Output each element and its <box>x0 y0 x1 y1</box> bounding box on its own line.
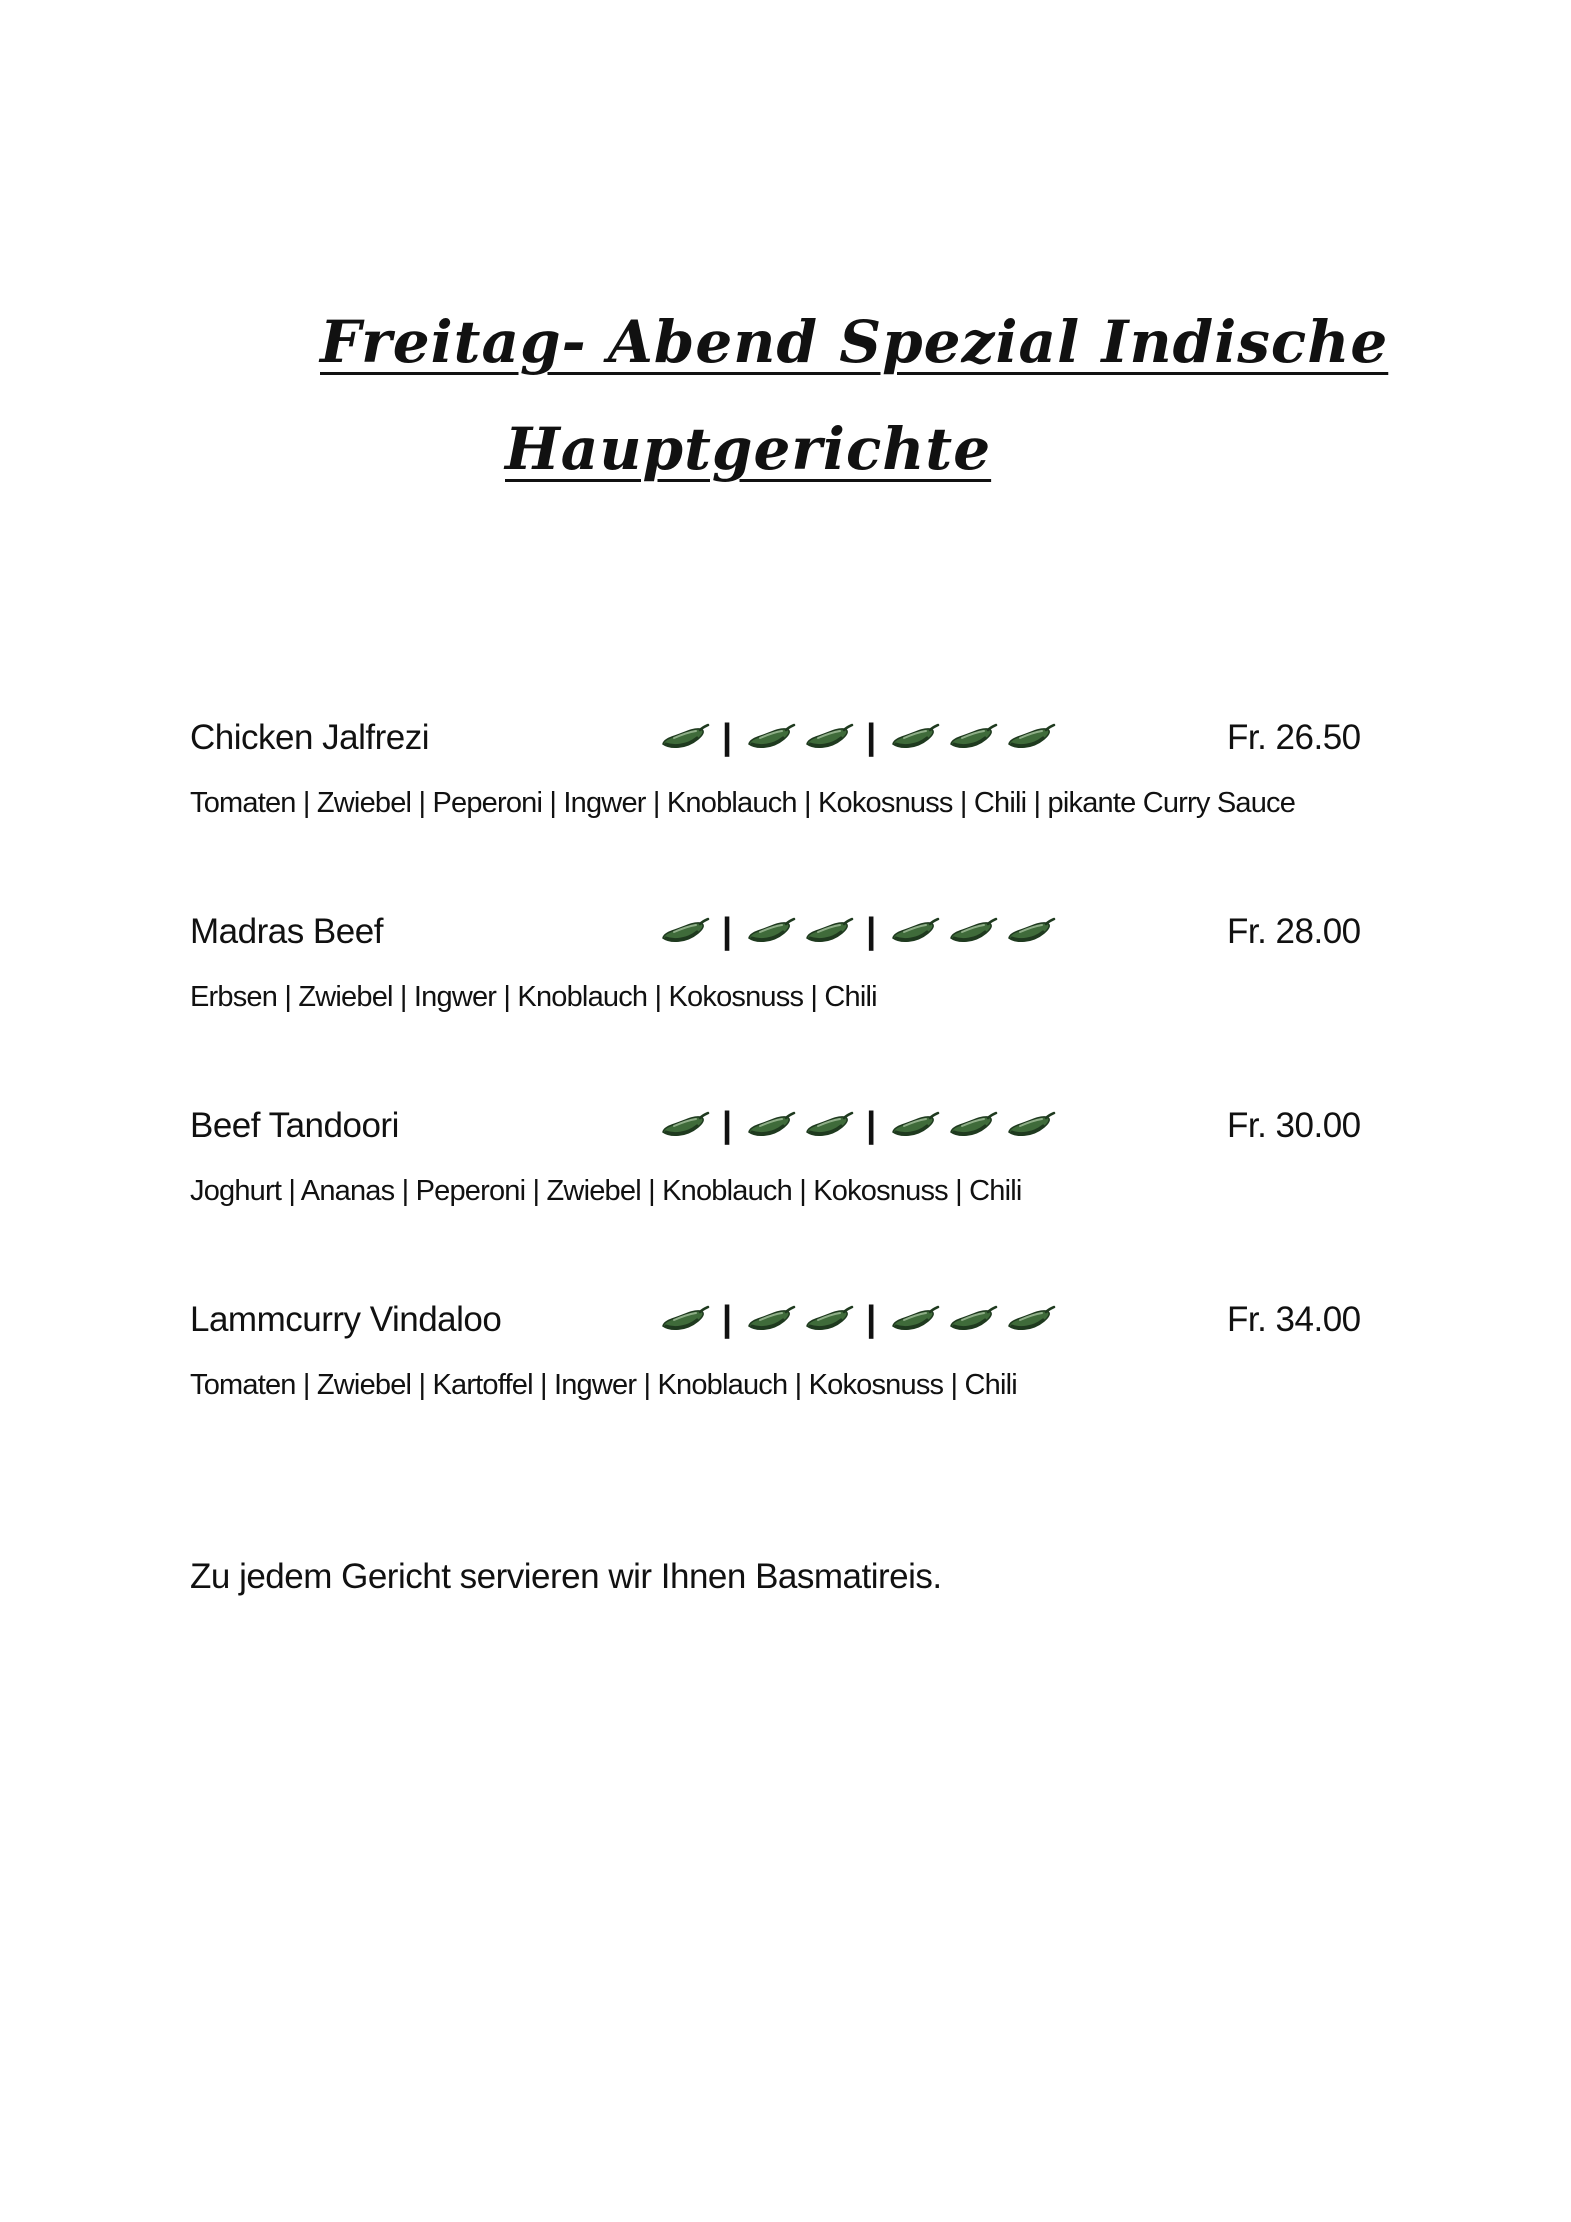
dish-ingredients: Tomaten | Zwiebel | Kartoffel | Ingwer | Knoblauch | Kokosnuss | Chili <box>190 1369 1017 1401</box>
dish-price: Fr. 30.00 <box>1227 1106 1361 1145</box>
spice-level-3 <box>890 1304 1056 1334</box>
green-chili-pepper-icon <box>804 1304 854 1334</box>
dish-lammcurry-vindaloo <box>190 1298 1360 1438</box>
spice-level-3 <box>890 722 1056 752</box>
green-chili-pepper-icon <box>746 1110 796 1140</box>
spice-level-2 <box>746 1304 854 1334</box>
green-chili-pepper-icon <box>804 722 854 752</box>
green-chili-pepper-icon <box>660 1304 710 1334</box>
spice-separator: | <box>722 1104 733 1145</box>
green-chili-pepper-icon <box>948 1304 998 1334</box>
green-chili-pepper-icon <box>746 916 796 946</box>
spice-level-scale <box>660 714 1056 760</box>
spice-level-scale <box>660 1102 1056 1148</box>
green-chili-pepper-icon <box>890 916 940 946</box>
spice-level-3 <box>890 916 1056 946</box>
green-chili-pepper-icon <box>890 1110 940 1140</box>
green-chili-pepper-icon <box>660 916 710 946</box>
green-chili-pepper-icon <box>660 1110 710 1140</box>
green-chili-pepper-icon <box>1006 722 1056 752</box>
dish-name: Madras Beef <box>190 912 383 951</box>
spice-level-2 <box>746 916 854 946</box>
green-chili-pepper-icon <box>1006 1304 1056 1334</box>
rice-footnote: Zu jedem Gericht servieren wir Ihnen Basmatireis. <box>190 1557 942 1596</box>
dish-name: Chicken Jalfrezi <box>190 718 430 757</box>
spice-level-2 <box>746 722 854 752</box>
spice-level-2 <box>746 1110 854 1140</box>
dish-ingredients: Tomaten | Zwiebel | Peperoni | Ingwer | Knoblauch | Kokosnuss | Chili | pikante Curry Sauce <box>190 787 1296 819</box>
green-chili-pepper-icon <box>660 722 710 752</box>
menu-title-line-1: Freitag- Abend Spezial Indische <box>320 308 1389 376</box>
dish-ingredients: Erbsen | Zwiebel | Ingwer | Knoblauch | Kokosnuss | Chili <box>190 981 877 1013</box>
spice-level-3 <box>890 1110 1056 1140</box>
green-chili-pepper-icon <box>804 916 854 946</box>
dish-name: Beef Tandoori <box>190 1106 399 1145</box>
dish-price: Fr. 26.50 <box>1227 718 1361 757</box>
green-chili-pepper-icon <box>890 1304 940 1334</box>
dish-name: Lammcurry Vindaloo <box>190 1300 502 1339</box>
spice-separator: | <box>722 1298 733 1339</box>
green-chili-pepper-icon <box>948 916 998 946</box>
dish-price: Fr. 28.00 <box>1227 912 1361 951</box>
spice-level-scale <box>660 908 1056 954</box>
spice-separator: | <box>722 716 733 757</box>
spice-level-1 <box>660 722 710 752</box>
spice-separator: | <box>722 910 733 951</box>
spice-level-1 <box>660 916 710 946</box>
green-chili-pepper-icon <box>890 722 940 752</box>
green-chili-pepper-icon <box>746 722 796 752</box>
green-chili-pepper-icon <box>948 1110 998 1140</box>
green-chili-pepper-icon <box>1006 1110 1056 1140</box>
spice-separator: | <box>866 910 877 951</box>
menu-title-line-2: Hauptgerichte <box>505 415 992 483</box>
green-chili-pepper-icon <box>948 722 998 752</box>
dish-ingredients: Joghurt | Ananas | Peperoni | Zwiebel | Knoblauch | Kokosnuss | Chili <box>190 1175 1022 1207</box>
spice-level-scale <box>660 1296 1056 1342</box>
dish-price: Fr. 34.00 <box>1227 1300 1361 1339</box>
dish-beef-tandoori <box>190 1104 1360 1244</box>
spice-level-1 <box>660 1304 710 1334</box>
dish-madras-beef <box>190 910 1360 1050</box>
green-chili-pepper-icon <box>804 1110 854 1140</box>
spice-level-1 <box>660 1110 710 1140</box>
dish-chicken-jalfrezi <box>190 716 1360 856</box>
spice-separator: | <box>866 1104 877 1145</box>
green-chili-pepper-icon <box>1006 916 1056 946</box>
spice-separator: | <box>866 716 877 757</box>
spice-separator: | <box>866 1298 877 1339</box>
green-chili-pepper-icon <box>746 1304 796 1334</box>
